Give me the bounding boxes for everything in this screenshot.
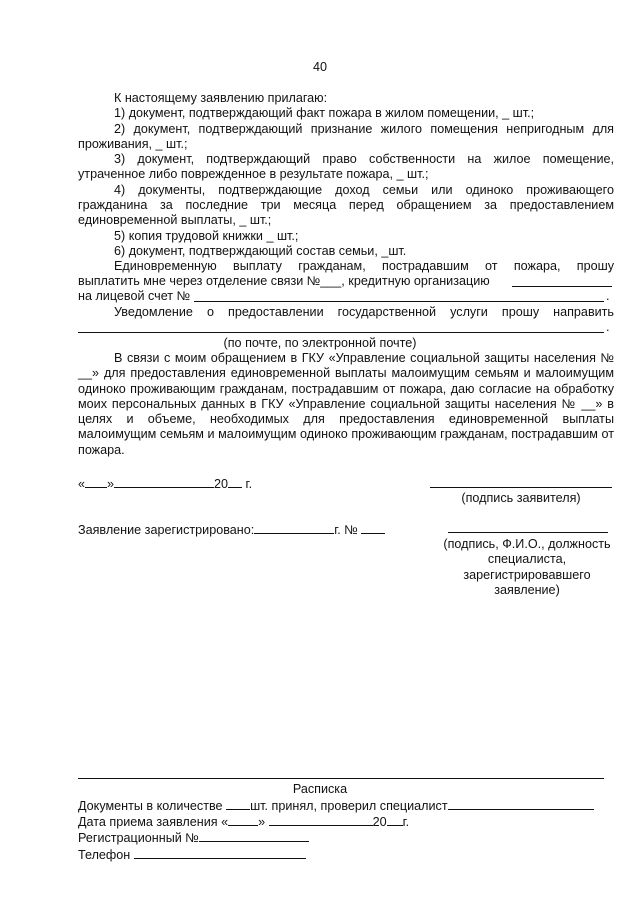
date-open-quote: « [78, 477, 86, 491]
payment-line-2: выплатить мне через отделение связи №___, кредитную организацию [78, 274, 490, 288]
registration-field [78, 522, 385, 538]
date-year-blank[interactable] [228, 476, 242, 488]
date-close-quote: » [107, 477, 115, 491]
date-year-prefix: 20 [214, 477, 229, 491]
attachment-item-3: 3) документ, подтверждающий право собственности на жилое помещение, утраченное либо поврежденное в результате пожара, _ шт.; [78, 152, 614, 182]
attachment-item-4: 4) документы, подтверждающие доход семьи или одиноко проживающего гражданина за последние три месяца перед обращением за предоставлением единовременной выплаты, _ шт.; [78, 182, 614, 228]
receipt-phone-blank[interactable] [134, 847, 306, 859]
attachment-item-5: 5) копия трудовой книжки _ шт.; [114, 228, 299, 243]
account-period: . [606, 289, 610, 303]
credit-org-blank[interactable] [512, 286, 612, 287]
receipt-count-blank[interactable] [226, 798, 250, 810]
receipt-line-4 [78, 847, 306, 863]
receipt-title: Расписка [292, 782, 348, 796]
receipt-date-close-quote: » [258, 815, 266, 829]
date-month-blank[interactable] [114, 476, 214, 488]
notification-method-blank[interactable] [78, 332, 604, 333]
specialist-signature-line[interactable] [448, 532, 608, 533]
receipt-phone-label: Телефон [78, 848, 131, 862]
receipt-day-blank[interactable] [228, 814, 258, 826]
receipt-month-blank[interactable] [269, 814, 373, 826]
notification-caption: (по почте, по электронной почте) [223, 336, 417, 350]
attachments-intro: К настоящему заявлению прилагаю: [114, 91, 328, 105]
specialist-signature-caption: (подпись, Ф.И.О., должность специалиста, зарегистрировавшего заявление) [443, 537, 611, 597]
attachment-item-1: 1) документ, подтверждающий факт пожара в жилом помещении, _ шт.; [114, 106, 535, 121]
page-number: 40 [312, 60, 327, 74]
receipt-reg-number-blank[interactable] [199, 830, 309, 842]
attachment-item-6: 6) документ, подтверждающий состав семьи, _шт. [114, 243, 407, 258]
receipt-date-label: Дата приема заявления « [78, 815, 229, 829]
payment-line-1: Единовременную выплату гражданам, пострадавшим от пожара, прошу [114, 259, 614, 273]
registration-number-label: г. № [334, 523, 358, 537]
registration-number-blank[interactable] [361, 522, 385, 534]
applicant-signature-line[interactable] [430, 487, 612, 488]
receipt-year-prefix: 20 [372, 815, 387, 829]
attachments-section [78, 91, 614, 259]
payment-line-3: на лицевой счет № [78, 289, 191, 303]
receipt-reg-number-label: Регистрационный № [78, 831, 199, 845]
receipt-year-blank[interactable] [387, 814, 403, 826]
receipt-line-1 [78, 798, 594, 814]
attachment-item-2: 2) документ, подтверждающий признание жилого помещения непригодным для проживания, _ шт.; [78, 121, 614, 151]
date-year-suffix: г. [245, 477, 253, 491]
receipt-separator [78, 778, 604, 779]
notification-line: Уведомление о предоставлении государственной услуги прошу направить [114, 305, 614, 319]
receipt-specialist-blank[interactable] [448, 798, 594, 810]
receipt-line-2 [78, 814, 409, 830]
receipt-count-label: Документы в количестве [78, 799, 223, 813]
receipt-year-suffix: г. [402, 815, 410, 829]
date-field [78, 476, 252, 492]
receipt-line-3 [78, 830, 309, 846]
receipt-checked-label: шт. принял, проверил специалист [250, 799, 448, 813]
account-number-blank[interactable] [194, 301, 604, 302]
registration-date-blank[interactable] [254, 522, 334, 534]
consent-paragraph: В связи с моим обращением в ГКУ «Управление социальной защиты населения № __» для предоставления единовременной выплаты малоимущим семьям и малоимущим одиноко проживающим гражданам, пострадавшим от пожара, даю согласие на обработку моих персональных данных в ГКУ «Управление социальной защиты населения № __» в целях и объеме, необходимых для предоставления единовременной выплаты малоимущим семьям и малоимущим одиноко проживающим гражданам, пострадавшим от пожара. [78, 351, 614, 457]
consent-section [78, 351, 614, 458]
applicant-signature-caption: (подпись заявителя) [461, 491, 581, 505]
date-day-blank[interactable] [85, 476, 107, 488]
notification-period: . [606, 320, 610, 334]
registration-label: Заявление зарегистрировано: [78, 523, 255, 537]
